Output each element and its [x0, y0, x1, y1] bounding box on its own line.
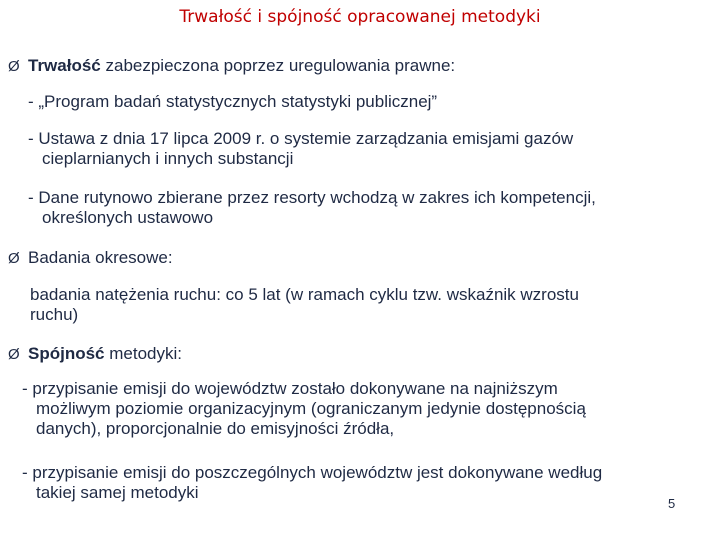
sub-item-natezenie: [30, 285, 579, 325]
sub-item-line: danych), proporcjonalnie do emisyjności źródła,: [36, 419, 395, 438]
bullet-bold-text: Trwałość: [28, 56, 101, 75]
bullet-text: zabezpieczona poprzez uregulowania prawne:: [100, 56, 456, 75]
bullet-text: metodyki:: [104, 344, 182, 363]
sub-item-line: określonych ustawowo: [42, 208, 214, 227]
bullet-badania: [8, 248, 173, 269]
sub-item-przypisanie-2: [22, 463, 602, 503]
page-number: 5: [668, 496, 676, 511]
bullet-bold-text: Spójność: [28, 344, 105, 363]
bullet-text: Badania okresowe:: [28, 248, 173, 267]
arrow-bullet-icon: Ø: [8, 58, 20, 75]
sub-item-line: - „Program badań statystycznych statystyki publicznej”: [28, 92, 438, 111]
bullet-trwalosc: [8, 56, 455, 77]
sub-item-line: - Dane rutynowo zbierane przez resorty wchodzą w zakres ich kompetencji,: [28, 188, 596, 207]
slide-title: Trwałość i spójność opracowanej metodyki: [179, 7, 541, 27]
bullet-spojnosc: [8, 344, 182, 365]
sub-item-ustawa: [28, 129, 573, 169]
sub-item-line: cieplarnianych i innych substancji: [42, 149, 294, 168]
sub-item-line: możliwym poziomie organizacyjnym (ograniczanym jedynie dostępnością: [36, 399, 586, 418]
arrow-bullet-icon: Ø: [8, 346, 20, 363]
sub-item-dane: [28, 188, 596, 228]
sub-item-line: takiej samej metodyki: [36, 483, 199, 502]
sub-item-przypisanie-1: [22, 379, 586, 439]
sub-item-line: - przypisanie emisji do poszczególnych województw jest dokonywane według: [22, 463, 603, 482]
sub-item-program: [28, 92, 437, 112]
sub-item-line: ruchu): [30, 305, 79, 324]
sub-item-line: badania natężenia ruchu: co 5 lat (w ramach cyklu tzw. wskaźnik wzrostu: [30, 285, 579, 304]
sub-item-line: - Ustawa z dnia 17 lipca 2009 r. o systemie zarządzania emisjami gazów: [28, 129, 574, 148]
sub-item-line: - przypisanie emisji do województw zostało dokonywane na najniższym: [22, 379, 558, 398]
arrow-bullet-icon: Ø: [8, 250, 20, 267]
